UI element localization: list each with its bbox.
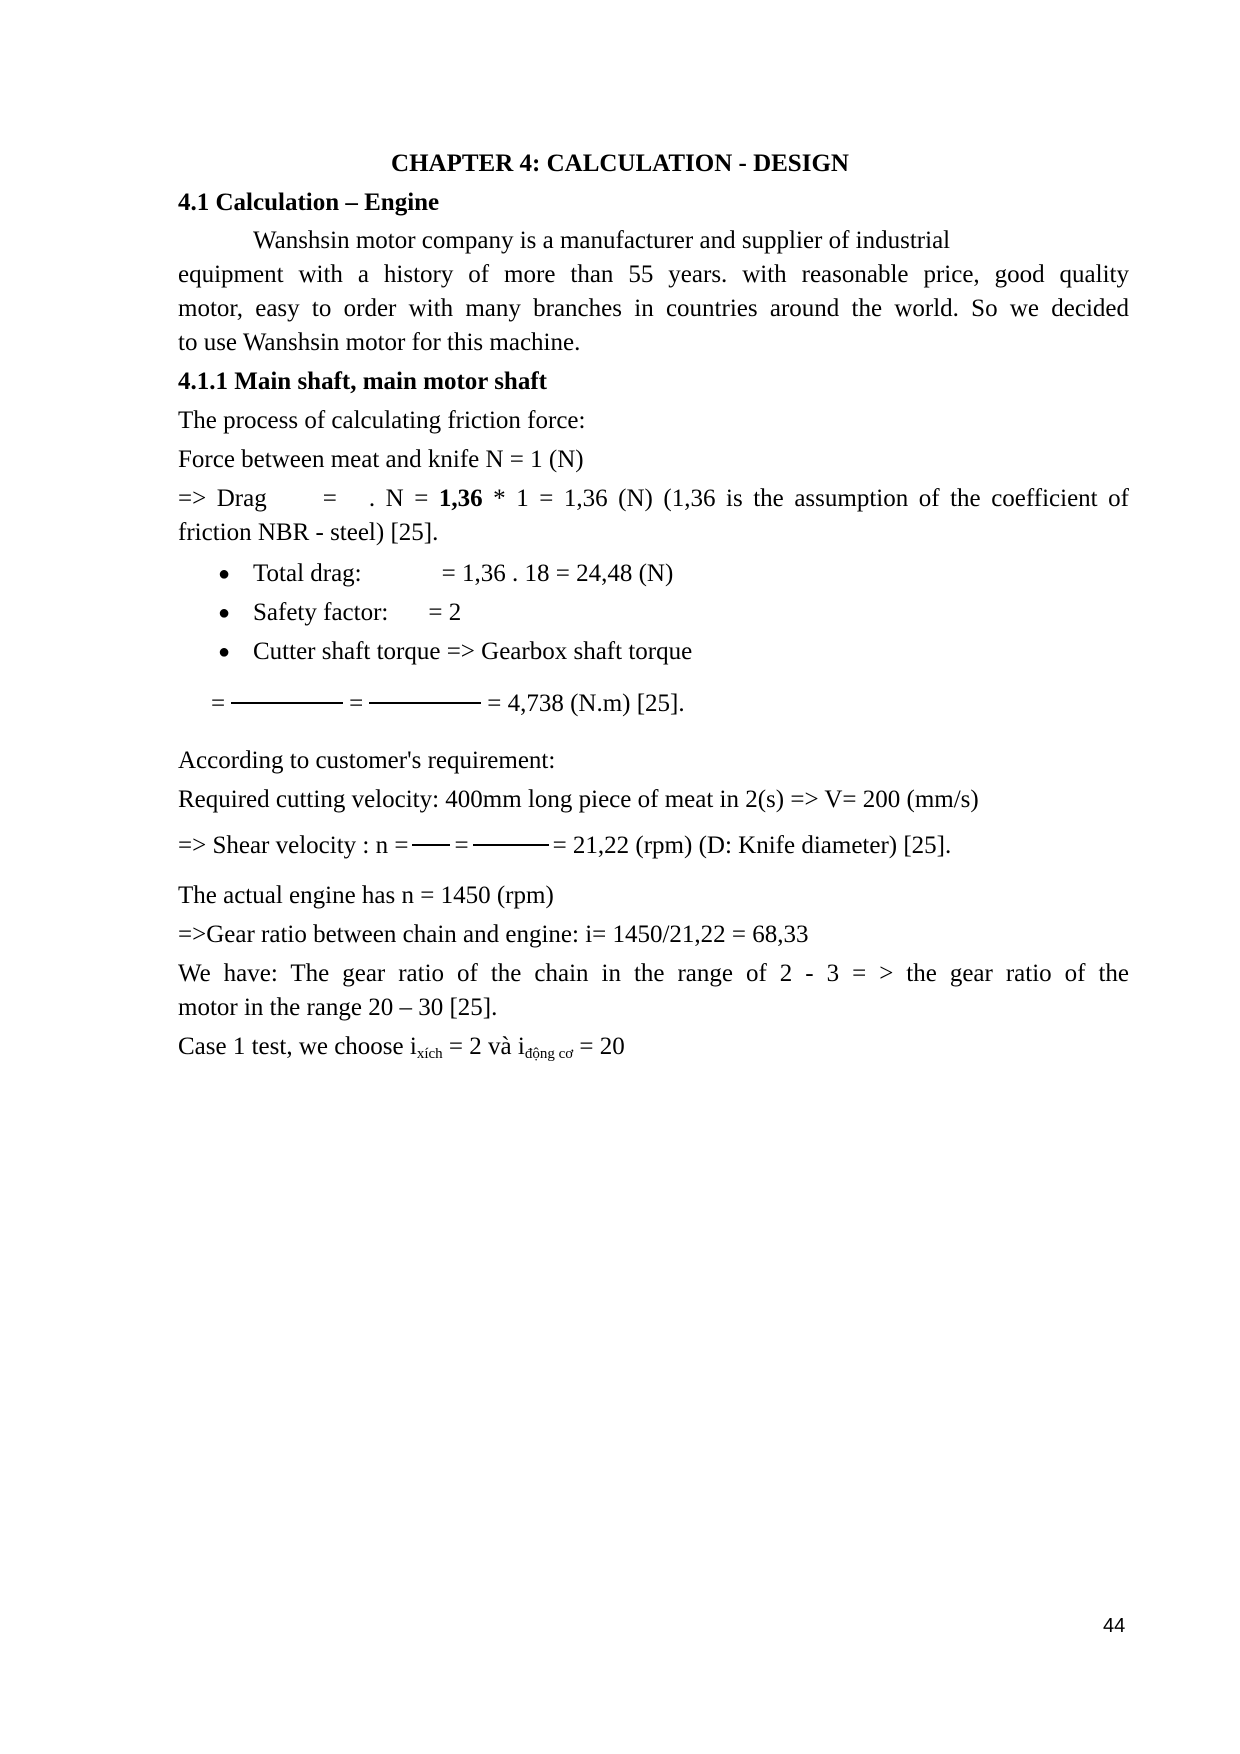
total-drag-label: Total drag: [253, 560, 362, 587]
intro-line-3: motor, easy to order with many branches in countries around the world. So we decided [178, 295, 1129, 322]
intro-line-2: equipment with a history of more than 55 years. with reasonable price, good quality [178, 261, 1129, 288]
bullet-dot: ● [218, 602, 231, 624]
bullet-torque: Cutter shaft torque => Gearbox shaft torque [253, 638, 693, 665]
shear-lead: => Shear velocity : n = [178, 832, 409, 859]
shear-line [178, 829, 951, 863]
force-line: Force between meat and knife N = 1 (N) [178, 446, 584, 473]
case1-sub1: xích [416, 1046, 443, 1062]
fraction-bar [369, 702, 481, 704]
section-heading: 4.1 Calculation – Engine [178, 189, 440, 216]
shear-eq: = [454, 832, 469, 859]
actual-engine: The actual engine has n = 1450 (rpm) [178, 882, 554, 909]
chapter-title: CHAPTER 4: CALCULATION - DESIGN [391, 150, 849, 177]
drag-cont: friction NBR - steel) [25]. [178, 519, 439, 546]
case1-end: = 20 [573, 1033, 625, 1060]
shear-result: = 21,22 (rpm) (D: Knife diameter) [25]. [552, 832, 952, 859]
torque-result: = 4,738 (N.m) [25]. [487, 690, 685, 717]
total-drag-value: = 1,36 . 18 = 24,48 (N) [441, 560, 674, 587]
drag-coef: 1,36 [438, 485, 483, 512]
case1-line [178, 1030, 625, 1071]
bullet-total-drag [253, 557, 673, 591]
torque-eq1: = [211, 690, 226, 717]
subsection-heading: 4.1.1 Main shaft, main motor shaft [178, 368, 547, 395]
torque-eq2: = [349, 690, 364, 717]
drag-lead: => Drag [178, 485, 267, 512]
page-number: 44 [1103, 1615, 1126, 1637]
bullet-safety [253, 596, 461, 630]
intro-line-4: to use Wanshsin motor for this machine. [178, 329, 581, 356]
intro-line-1: Wanshsin motor company is a manufacturer and supplier of industrial [253, 227, 951, 254]
case1-mid: = 2 và i [442, 1033, 525, 1060]
drag-eq: = [322, 485, 337, 512]
torque-equation [211, 687, 685, 721]
velocity-line: Required cutting velocity: 400mm long piece of meat in 2(s) => V= 200 (mm/s) [178, 786, 979, 813]
case1-sub2: động cơ [524, 1046, 574, 1062]
customer-req: According to customer's requirement: [178, 747, 556, 774]
fraction-bar [473, 844, 549, 846]
gear-ratio: =>Gear ratio between chain and engine: i= 1450/21,22 = 68,33 [178, 921, 809, 948]
we-have-1: We have: The gear ratio of the chain in the range of 2 - 3 = > the gear ratio of the [178, 960, 1129, 987]
drag-mid: . N = [368, 485, 439, 512]
we-have-2: motor in the range 20 – 30 [25]. [178, 994, 498, 1021]
bullet-dot: ● [218, 641, 231, 663]
safety-value: = 2 [428, 599, 462, 626]
drag-line [178, 482, 1129, 516]
safety-label: Safety factor: [253, 599, 389, 626]
bullet-dot: ● [218, 563, 231, 585]
friction-intro: The process of calculating friction force: [178, 407, 586, 434]
fraction-bar [231, 702, 343, 704]
case1-lead: Case 1 test, we choose i [178, 1033, 417, 1060]
drag-rest: * 1 = 1,36 (N) (1,36 is the assumption of the coefficient of [482, 485, 1129, 512]
fraction-bar [412, 844, 450, 846]
